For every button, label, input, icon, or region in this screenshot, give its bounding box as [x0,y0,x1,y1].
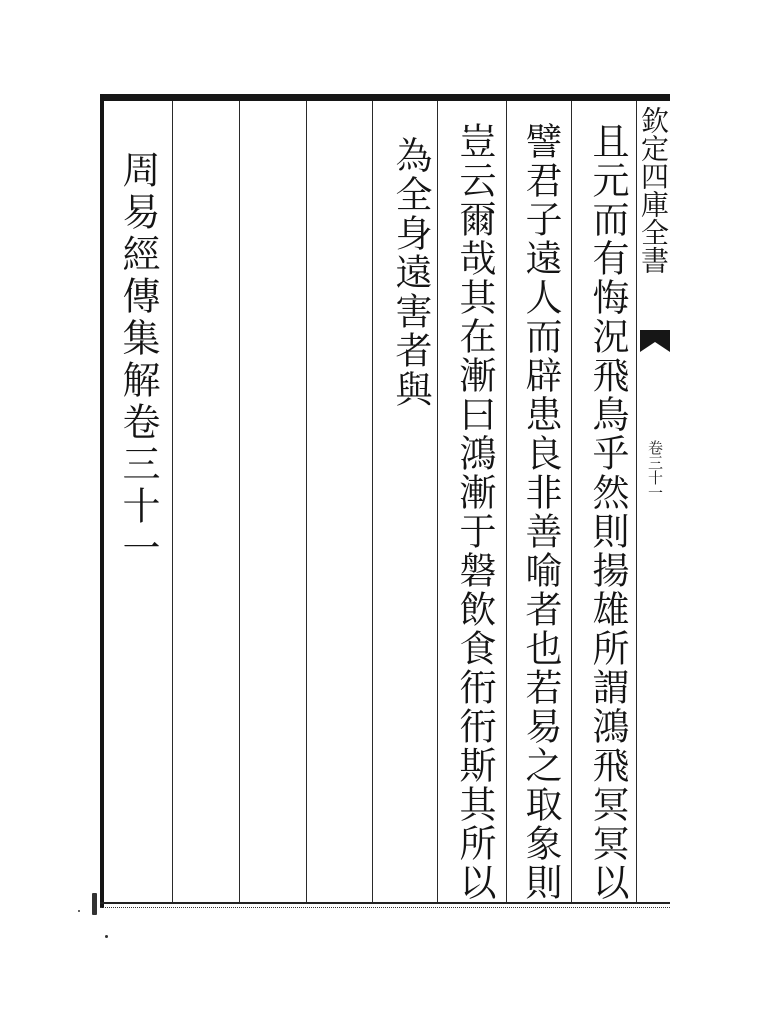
juan-label: 卷三十一 [646,440,664,500]
text-column-2: 譬君子遠人而辟患良非善喻者也若易之取象則 [519,122,562,902]
column-rule [306,101,307,902]
column-rule [372,101,373,902]
column-rule [172,101,173,902]
frame-left-border [100,94,104,908]
column-rule [506,101,507,902]
frame-top-border [100,94,670,101]
text-column-4: 為全身遠害者與 [389,136,432,409]
column-rule [239,101,240,902]
book-title-margin: 欽定四庫全書 [637,106,670,274]
ink-speck [92,893,97,915]
text-column-3: 豈云爾哉其在漸曰鴻漸于磐飲食衎衎斯其所以 [453,122,496,902]
ink-speck [78,910,80,912]
fish-tail-mark-icon [640,330,670,352]
column-rule [571,101,572,902]
ink-speck [105,935,108,938]
text-column-1: 且元而有悔況飛鳥乎然則揚雄所謂鴻飛冥冥以 [586,122,629,902]
chapter-end-title: 周易經傳集解卷三十一 [116,150,160,570]
frame-bottom-border [100,902,670,908]
